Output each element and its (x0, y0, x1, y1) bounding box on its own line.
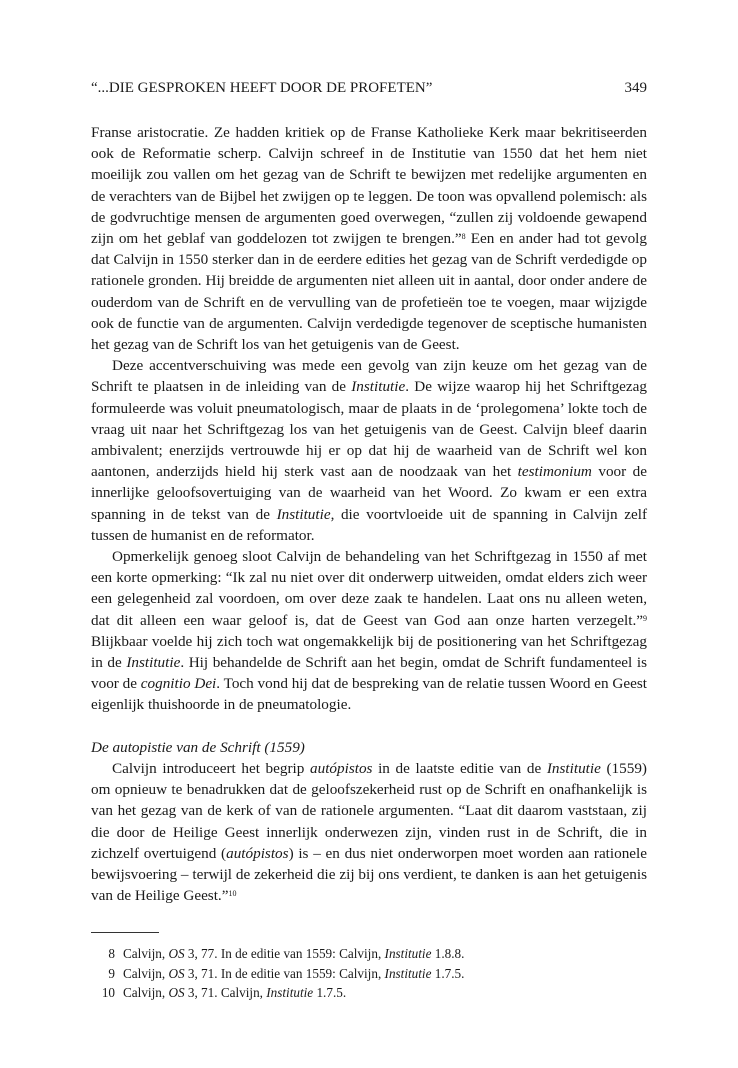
paragraph-4 (91, 758, 647, 906)
italic-term: Institutie (384, 965, 432, 981)
italic-term: autópistos (310, 759, 373, 777)
page-number: 349 (624, 80, 647, 96)
footnote-number: 9 (108, 965, 115, 981)
running-title: “...DIE GESPROKEN HEEFT DOOR DE PROFETEN” (91, 80, 433, 96)
italic-term: OS (168, 946, 185, 961)
text-span: 1.7.5. (313, 985, 347, 1000)
italic-term: Institutie (276, 505, 331, 523)
text-span: Opmerkelijk genoeg sloot Calvijn de behandeling van het Schriftgezag in 1550 af met een korte opmerking: “Ik zal nu niet over dit onderwerp uitweiden, omdat elders zich weer een gelegenheid zal voordoen, om over deze zaak te handelen. Laat ons nu alleen weten, dat dit alleen een waar geloof is, dat de Geest van God aan onze harten verzegelt.” (91, 548, 647, 629)
italic-term: autópistos (226, 844, 289, 862)
footnote-text (123, 944, 464, 964)
footnote-ref-10[interactable]: 10 (228, 889, 237, 899)
text-span: Calvijn, (123, 965, 169, 981)
footnotes (91, 944, 647, 1003)
running-header (91, 78, 647, 98)
italic-term: OS (168, 985, 185, 1000)
text-span: , die voortvloeide uit de spanning in Calvijn zelf tussen de humanist en de reformator. (91, 505, 648, 544)
text-span: in de laatste editie van de (372, 759, 547, 777)
text-span: (1559) om opnieuw te benadrukken dat de geloofszekerheid rust op de Schrift en onafhankelijk is van het gezag van de kerk of van de rationele argumenten. “Laat dit daarom vaststaan, zij die door de Heilige Geest innerlijk onderwezen zijn, vinden rust in de Schrift, die in zichzelf overtuigend ( (91, 759, 647, 862)
text-span: Blijkbaar voelde hij zich toch wat ongemakkelijk bij de positionering van het Schriftgezag in de (91, 632, 647, 672)
italic-term: Institutie (266, 985, 314, 1000)
text-span: Franse aristocratie. Ze hadden kritiek op de Franse Katholieke Kerk maar bekritiseerden ook de Reformatie scherp. Calvijn schreef in de Institutie van 1550 dat het hem niet moeilijk zou vallen om het gezag van de Schrift te bewijzen met redelijke argumenten en de verachters van de Bijbel het zwijgen op te leggen. De toon was opvallend polemisch: als de godvruchtige mensen de argumenten goed overwegen, “zullen zij voldoende gewapend zijn om het geblaf van goddelozen tot zwijgen te brengen.” (91, 124, 647, 248)
text-span: Een en ander had tot gevolg dat Calvijn in 1550 sterker dan in de eerdere edities het gezag van de Schrift verdedigde op rationele gronden. Hij breidde de argumenten niet alleen uit in aantal, door onder andere de ouderdom van de Schrift en de vervulling van de profetieën toe te voegen, maar wijzigde ook de functie van de argumenten. Calvijn verdedigde tegenover de sceptische humanisten het gezag van de Schrift los van het getuigenis van de Geest. (91, 230, 647, 354)
italic-term: OS (168, 965, 185, 981)
footnote-number: 8 (108, 946, 115, 961)
text-span: Calvijn introduceert het begrip (112, 759, 310, 777)
footnote-ref-9[interactable]: 9 (643, 613, 647, 623)
italic-term: Institutie (546, 759, 601, 777)
footnote-divider (91, 932, 159, 933)
italic-term: Institutie (126, 654, 181, 672)
paragraph-2 (91, 355, 647, 546)
text-span: . Toch vond hij dat de bespreking van de relatie tussen Woord en Geest eigenlijk thuishoorde in de pneumatologie. (91, 675, 648, 714)
text-span: 1.7.5. (431, 965, 465, 981)
text-span: 3, 77. In de editie van 1559: Calvijn, (184, 946, 385, 961)
text-span: voor de innerlijke geloofsovertuiging van de waarheid van het Woord. Zo kwam er een extra spanning in de tekst van de (91, 463, 647, 523)
text-span: 3, 71. In de editie van 1559: Calvijn, (184, 965, 385, 981)
text-span: 1.8.8. (431, 946, 465, 961)
footnote-number: 10 (101, 985, 115, 1000)
text-span: . De wijze waarop hij het Schriftgezag formuleerde was voluit pneumatologisch, maar de plaats in de ‘prolegomena’ lokte toch de vraag uit naar het Schriftgezag los van het getuigenis van de Geest. Calvijn bleef daarin ambivalent; enerzijds vertrouwde hij er op dat hij de waarheid van de Schrift wel kon aantonen, anderzijds hield hij sterk vast aan de noodzaak van het (91, 378, 647, 481)
section-heading: De autopistie van de Schrift (1559) (91, 738, 305, 756)
text-span: Calvijn, (123, 946, 169, 961)
text-span: . Hij behandelde de Schrift aan het begin, omdat de Schrift fundamenteel is voor de (91, 654, 647, 693)
italic-term: cognitio Dei (140, 675, 217, 693)
paragraph-1 (91, 122, 647, 355)
italic-term: Institutie (351, 378, 406, 396)
footnote-9 (91, 964, 647, 984)
text-span: Calvijn, (123, 985, 169, 1000)
main-text (91, 122, 647, 906)
text-span: 3, 71. Calvijn, (184, 985, 267, 1000)
footnote-8 (91, 944, 647, 964)
footnote-text (123, 964, 464, 984)
text-span: ) is – en dus niet onderworpen moet worden aan rationele bewijsvoering – terwijl de zekerheid die zij bij ons verdient, te danken is aan het getuigenis van de Heilige Geest.” (91, 844, 648, 905)
footnote-ref-8[interactable]: 8 (461, 232, 466, 242)
text-span: Deze accentverschuiving was mede een gevolg van zijn keuze om het gezag van de Schrift te plaatsen in de inleiding van de (91, 357, 647, 396)
footnote-10 (91, 983, 647, 1003)
footnote-text (123, 983, 346, 1003)
italic-term: testimonium (517, 463, 592, 481)
italic-term: Institutie (384, 946, 432, 961)
paragraph-3 (91, 546, 647, 716)
